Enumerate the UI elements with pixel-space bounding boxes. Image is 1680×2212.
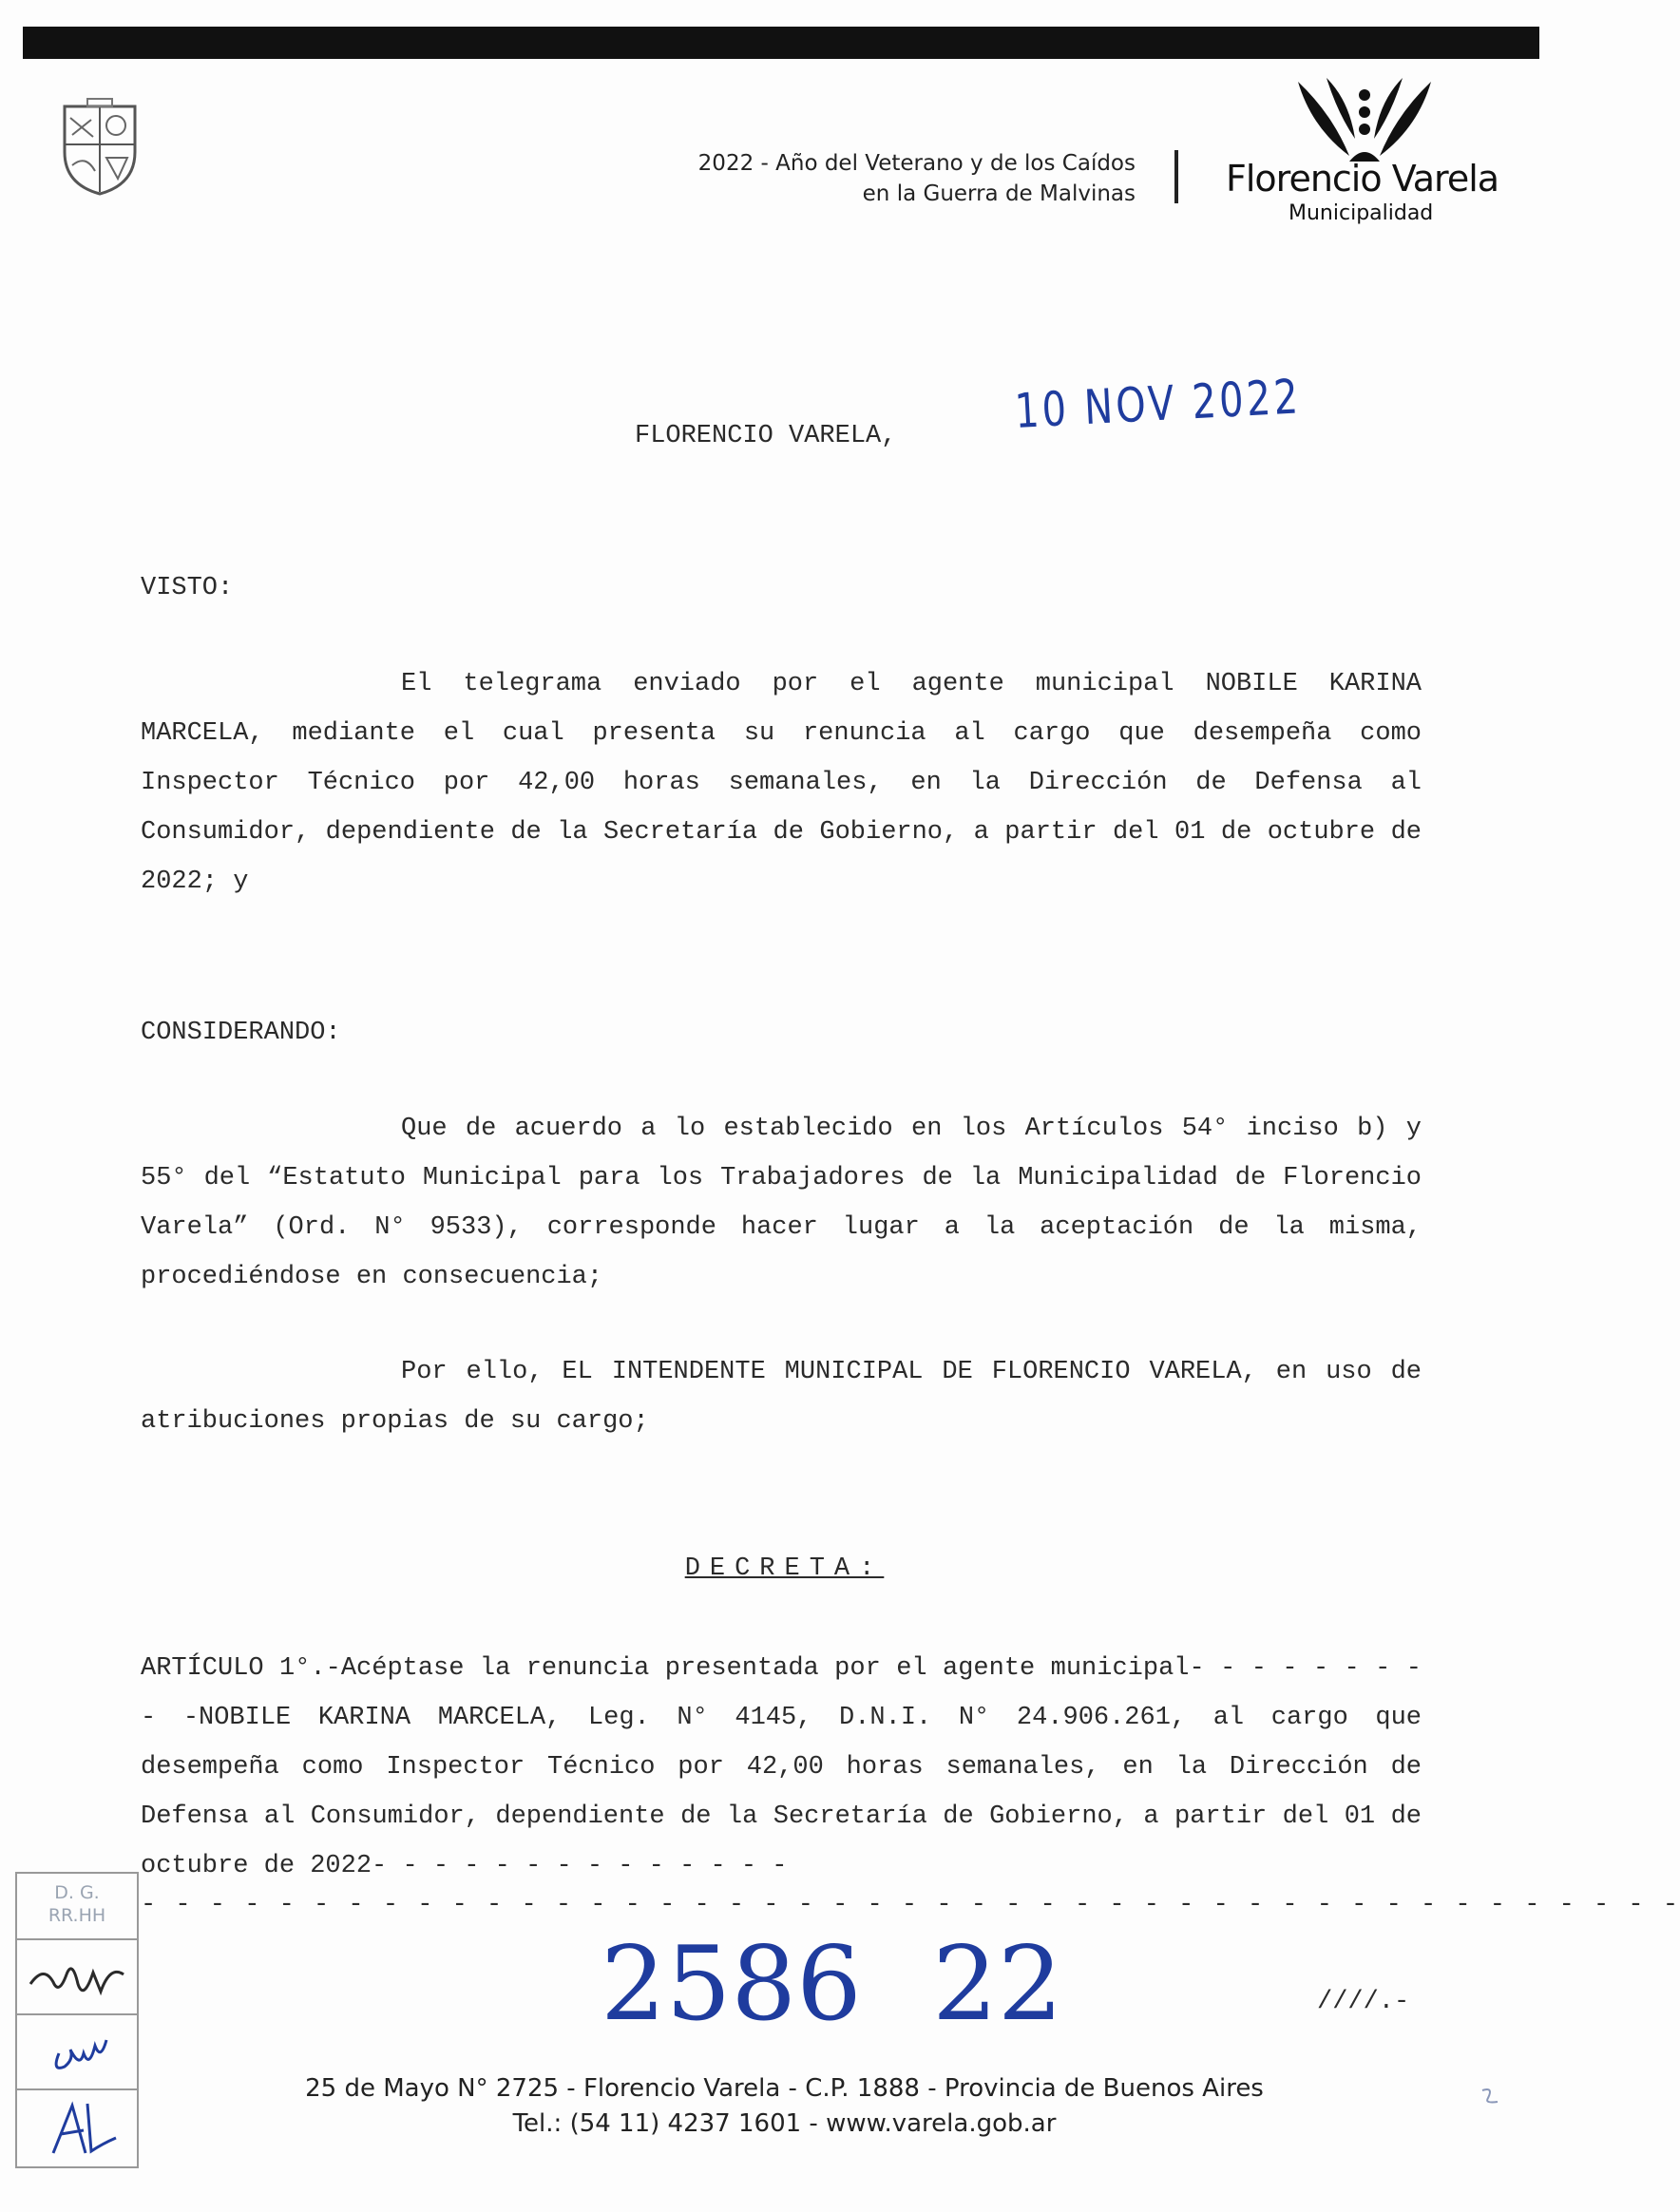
initials-header-line-1: D. G. — [54, 1882, 100, 1903]
initials-header-line-2: RR.HH — [48, 1905, 106, 1926]
header-divider — [1174, 150, 1178, 203]
commemorative-motto — [698, 148, 1136, 209]
initials-cell — [17, 1940, 137, 2015]
considerando-heading: CONSIDERANDO: — [141, 1019, 341, 1047]
footer-address: 25 de Mayo N° 2725 - Florencio Varela - C.P. 1888 - Provincia de Buenos Aires — [305, 2074, 1264, 2103]
city-label: FLORENCIO VARELA, — [635, 422, 897, 450]
considerando-text-2: Por ello, EL INTENDENTE MUNICIPAL DE FLORENCIO VARELA, en uso de atribuciones propias de su cargo; — [141, 1358, 1422, 1436]
decreta-heading-text: DECRETA: — [684, 1554, 885, 1583]
considerando-text-1: Que de acuerdo a lo establecido en los Artículos 54° inciso b) y 55° del “Estatuto Municipal para los Trabajadores de la Municipalidad de Florencio Varela” (Ord. N° 9533), corresponde hacer lugar a la aceptación de la misma, procediéndose en consecuencia; — [141, 1115, 1422, 1291]
signature-icon — [25, 1946, 129, 2007]
page-continues-mark: ////.- — [1317, 1988, 1410, 2016]
municipal-crest-icon — [59, 99, 141, 198]
header-bar — [23, 27, 1539, 59]
motto-line-2: en la Guerra de Malvinas — [862, 181, 1136, 206]
decreta-heading — [0, 1554, 1569, 1583]
brand-name: Florencio Varela — [1226, 158, 1499, 200]
decree-number-stamp: 2586 22 — [601, 1925, 1063, 2044]
florencio-varela-logo-icon — [1294, 76, 1435, 163]
motto-line-1: 2022 - Año del Veterano y de los Caídos — [697, 151, 1136, 176]
footer-contact: Tel.: (54 11) 4237 1601 - www.varela.gob.ar — [512, 2109, 1057, 2138]
initials-box-header — [17, 1874, 137, 1940]
footer — [0, 2071, 1569, 2142]
page-tick-icon — [1479, 2083, 1505, 2109]
date-stamp: 10 NOV 2022 — [1013, 369, 1303, 439]
brand-subtitle: Municipalidad — [1289, 201, 1434, 225]
article-1: ARTÍCULO 1°.-Acéptase la renuncia presentada por el agente municipal- - - - - - - - - -NOBILE KARINA MARCELA, Leg. N° 4145, D.N.I. N° 24.906.261, al cargo que desempeña como Inspector Técnico por 42,00 horas semanales, en la Dirección de Defensa al Consumidor, dependiente de la Secretaría de Gobierno, a partir del 01 de octubre de 2022- - - - - - - - - - - - - - — [141, 1654, 1422, 1880]
visto-text: El telegrama enviado por el agente municipal NOBILE KARINA MARCELA, mediante el cual presenta su renuncia al cargo que desempeña como Inspector Técnico por 42,00 horas semanales, en la Dirección de Defensa al Consumidor, dependiente de la Secretaría de Gobierno, a partir del 01 de octubre de 2022; y — [141, 670, 1422, 896]
visto-heading: VISTO: — [141, 574, 234, 602]
dash-fill-line: - - - - - - - - - - - - - - - - - - - - - - - - - - - - - - - - - - - - - - - - - - - - - — [141, 1891, 1680, 1919]
